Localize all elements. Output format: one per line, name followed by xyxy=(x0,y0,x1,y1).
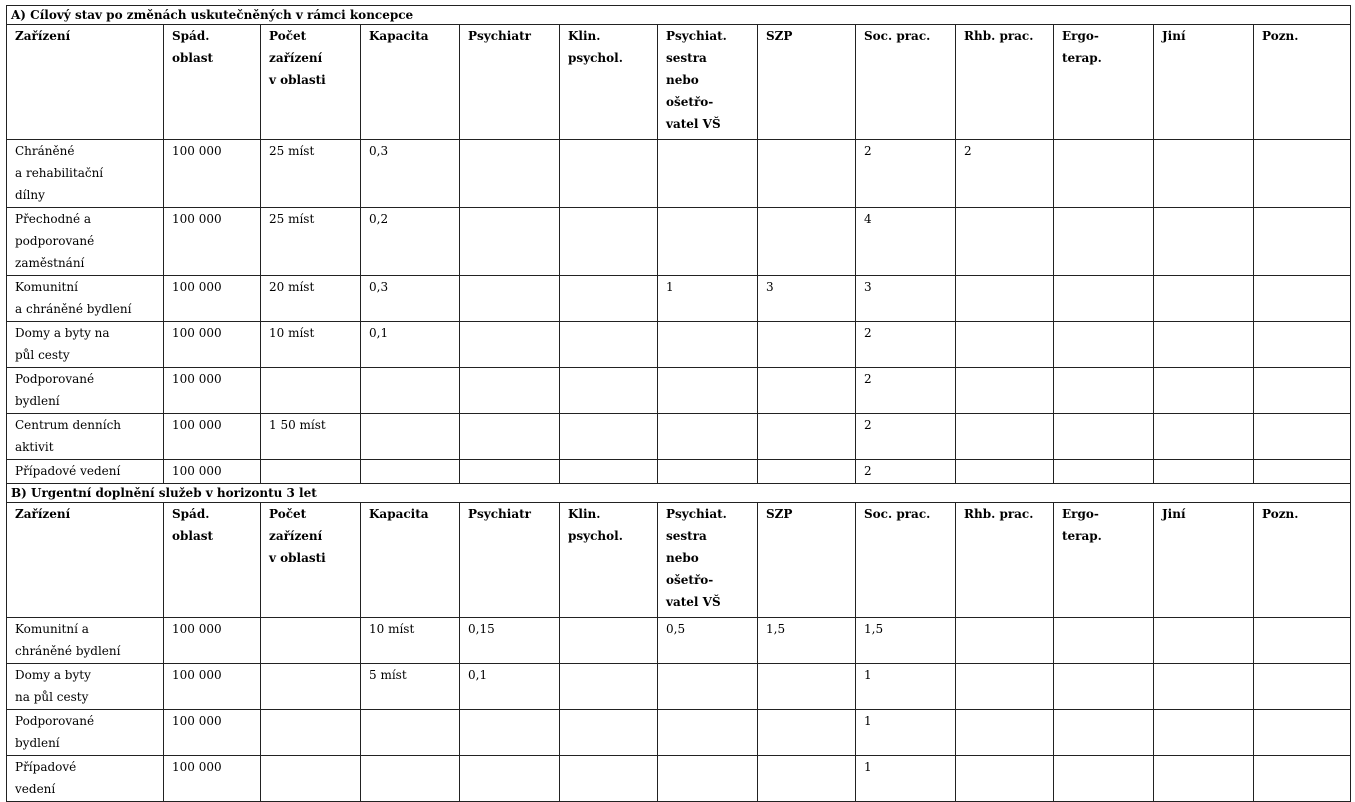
table-cell xyxy=(1054,460,1154,484)
table-row xyxy=(7,618,1351,664)
table-cell xyxy=(460,664,560,710)
section-title xyxy=(7,484,1351,503)
table-cell xyxy=(261,710,361,756)
table-cell xyxy=(261,140,361,208)
header-row xyxy=(7,25,1351,140)
table-cell-text: 3 xyxy=(766,280,774,294)
table-cell xyxy=(361,140,460,208)
table-cell-text: 2 xyxy=(864,372,872,386)
table-cell-text: 1,5 xyxy=(766,622,786,636)
table-cell-text: 0,3 xyxy=(369,144,389,158)
table-cell-text: Přechodné a podporované zaměstnání xyxy=(15,212,95,270)
column-header-text: SZP xyxy=(766,29,793,43)
table-cell-text: 100 000 xyxy=(172,144,222,158)
table-cell xyxy=(261,368,361,414)
table-cell-text: 1 xyxy=(864,714,872,728)
table-cell xyxy=(1154,460,1254,484)
table-cell-text: Centrum denních aktivit xyxy=(15,418,122,454)
table-cell xyxy=(956,208,1054,276)
column-header-text: Klin. psychol. xyxy=(568,507,623,543)
table-cell xyxy=(658,460,758,484)
table-cell xyxy=(261,208,361,276)
table-cell xyxy=(1054,276,1154,322)
table-cell xyxy=(758,322,856,368)
column-header xyxy=(758,25,856,140)
table-cell xyxy=(1154,276,1254,322)
column-header xyxy=(758,503,856,618)
table-cell xyxy=(856,414,956,460)
table-cell-text: Chráněné a rehabilitační dílny xyxy=(15,144,104,202)
table-cell-text: 0,1 xyxy=(369,326,389,340)
section-title-text: B) Urgentní doplnění služeb v horizontu 3 let xyxy=(11,486,317,500)
table-cell-text: 1 xyxy=(864,668,872,682)
column-header-text: Psychiatr xyxy=(468,29,531,43)
table-cell xyxy=(460,276,560,322)
table-row xyxy=(7,710,1351,756)
table-cell-text: 3 xyxy=(864,280,872,294)
column-header-text: Soc. prac. xyxy=(864,507,931,521)
table-cell xyxy=(1254,368,1351,414)
table-cell xyxy=(460,368,560,414)
table-cell xyxy=(261,664,361,710)
table-cell xyxy=(956,618,1054,664)
table-cell-text: Případové vedení xyxy=(15,760,77,796)
table-cell xyxy=(7,710,164,756)
column-header-text: Rhb. prac. xyxy=(964,29,1034,43)
table-cell-text: 100 000 xyxy=(172,326,222,340)
table-cell xyxy=(1054,322,1154,368)
table-cell xyxy=(956,710,1054,756)
table-cell xyxy=(164,460,261,484)
table-row xyxy=(7,460,1351,484)
column-header xyxy=(1054,25,1154,140)
table-row xyxy=(7,664,1351,710)
table-cell xyxy=(261,414,361,460)
table-cell xyxy=(1254,618,1351,664)
table-cell xyxy=(1054,414,1154,460)
column-header-text: Rhb. prac. xyxy=(964,507,1034,521)
column-header xyxy=(658,503,758,618)
table-cell xyxy=(956,460,1054,484)
table-cell xyxy=(460,618,560,664)
table-cell xyxy=(164,664,261,710)
table-cell xyxy=(460,208,560,276)
table-cell xyxy=(164,140,261,208)
table-cell xyxy=(1254,414,1351,460)
table-cell xyxy=(1054,140,1154,208)
column-header-text: Soc. prac. xyxy=(864,29,931,43)
table-row xyxy=(7,322,1351,368)
column-header xyxy=(1154,503,1254,618)
table-cell xyxy=(361,208,460,276)
table-cell xyxy=(7,618,164,664)
table-cell xyxy=(856,756,956,802)
table-cell xyxy=(261,276,361,322)
table-cell-text: 100 000 xyxy=(172,668,222,682)
table-cell-text: 2 xyxy=(864,464,872,478)
column-header-text: Jiní xyxy=(1162,507,1186,521)
column-header xyxy=(560,503,658,618)
table-cell-text: 0,2 xyxy=(369,212,389,226)
table-cell-text: 100 000 xyxy=(172,714,222,728)
column-header-text: Počet zařízení v oblasti xyxy=(269,507,326,565)
table-cell xyxy=(1254,322,1351,368)
table-cell xyxy=(856,664,956,710)
table-row xyxy=(7,756,1351,802)
table-cell xyxy=(1154,368,1254,414)
table-cell xyxy=(560,414,658,460)
table-cell xyxy=(560,618,658,664)
table-cell-text: 10 míst xyxy=(369,622,415,636)
column-header xyxy=(460,503,560,618)
table-cell-text: 0,3 xyxy=(369,280,389,294)
table-row xyxy=(7,208,1351,276)
table-cell xyxy=(758,664,856,710)
table-cell xyxy=(560,208,658,276)
table-cell xyxy=(856,618,956,664)
table-cell xyxy=(164,208,261,276)
table-cell xyxy=(1154,140,1254,208)
column-header-text: Ergo- terap. xyxy=(1062,29,1102,65)
table-cell-text: Domy a byty na půl cesty xyxy=(15,326,110,362)
table-cell xyxy=(164,756,261,802)
table-cell xyxy=(1254,140,1351,208)
column-header xyxy=(560,25,658,140)
column-header-text: Počet zařízení v oblasti xyxy=(269,29,326,87)
table-cell xyxy=(361,618,460,664)
table-cell xyxy=(1254,710,1351,756)
table-cell xyxy=(956,368,1054,414)
table-cell xyxy=(164,322,261,368)
table-cell xyxy=(1254,664,1351,710)
table-cell-text: Případové vedení xyxy=(15,464,121,478)
table-cell-text: 1 xyxy=(666,280,674,294)
table-cell-text: Podporované bydlení xyxy=(15,372,95,408)
table-cell xyxy=(7,664,164,710)
column-header xyxy=(261,503,361,618)
table-cell xyxy=(658,140,758,208)
table-cell xyxy=(560,276,658,322)
table-cell-text: 100 000 xyxy=(172,464,222,478)
table-cell xyxy=(758,710,856,756)
section-title xyxy=(7,6,1351,25)
table-cell-text: 2 xyxy=(864,326,872,340)
table-cell xyxy=(164,276,261,322)
table-cell-text: 2 xyxy=(864,144,872,158)
table-cell-text: 100 000 xyxy=(172,280,222,294)
table-cell xyxy=(460,460,560,484)
column-header-text: SZP xyxy=(766,507,793,521)
column-header-text: Ergo- terap. xyxy=(1062,507,1102,543)
table-cell xyxy=(856,368,956,414)
column-header-text: Kapacita xyxy=(369,507,429,521)
table-cell xyxy=(658,368,758,414)
column-header-text: Zařízení xyxy=(15,507,71,521)
table-cell xyxy=(361,460,460,484)
table-cell xyxy=(7,276,164,322)
table-cell xyxy=(1154,322,1254,368)
column-header xyxy=(956,25,1054,140)
table-cell xyxy=(1154,618,1254,664)
table-cell xyxy=(1154,664,1254,710)
column-header xyxy=(361,503,460,618)
table-cell-text: 1 50 míst xyxy=(269,418,326,432)
table-cell xyxy=(1054,368,1154,414)
table-cell xyxy=(956,322,1054,368)
column-header-text: Spád. oblast xyxy=(172,29,214,65)
column-header-text: Zařízení xyxy=(15,29,71,43)
column-header xyxy=(7,25,164,140)
table-cell xyxy=(658,276,758,322)
column-header xyxy=(361,25,460,140)
column-header-text: Pozn. xyxy=(1262,29,1299,43)
table-cell xyxy=(956,664,1054,710)
table-cell xyxy=(1254,756,1351,802)
table-cell xyxy=(758,756,856,802)
table-row xyxy=(7,368,1351,414)
table-cell xyxy=(460,710,560,756)
table-cell xyxy=(658,664,758,710)
table-cell xyxy=(1154,756,1254,802)
column-header xyxy=(1254,503,1351,618)
table-row xyxy=(7,276,1351,322)
table-cell-text: Podporované bydlení xyxy=(15,714,95,750)
table-cell xyxy=(658,756,758,802)
table-cell xyxy=(460,756,560,802)
table-cell xyxy=(261,756,361,802)
table-cell xyxy=(658,322,758,368)
table-cell xyxy=(758,414,856,460)
table-cell-text: 2 xyxy=(864,418,872,432)
column-header-text: Jiní xyxy=(1162,29,1186,43)
table-cell xyxy=(1054,710,1154,756)
column-header xyxy=(856,503,956,618)
table-cell xyxy=(658,710,758,756)
table-cell xyxy=(560,710,658,756)
table-cell xyxy=(7,460,164,484)
table-cell-text: 0,15 xyxy=(468,622,495,636)
table-cell xyxy=(361,710,460,756)
table-cell xyxy=(560,140,658,208)
table-cell xyxy=(1154,710,1254,756)
table-cell xyxy=(1154,208,1254,276)
table-row xyxy=(7,414,1351,460)
table-cell xyxy=(164,368,261,414)
table-cell-text: 0,1 xyxy=(468,668,488,682)
table-cell xyxy=(758,618,856,664)
column-header xyxy=(7,503,164,618)
table-cell xyxy=(658,208,758,276)
table-cell xyxy=(658,618,758,664)
table-cell xyxy=(460,322,560,368)
table-cell xyxy=(164,414,261,460)
table-cell-text: 1,5 xyxy=(864,622,884,636)
table-cell xyxy=(1054,756,1154,802)
column-header-text: Klin. psychol. xyxy=(568,29,623,65)
table-cell xyxy=(856,710,956,756)
table-cell-text: 25 míst xyxy=(269,212,315,226)
table-cell xyxy=(7,322,164,368)
table-cell xyxy=(361,276,460,322)
table-cell-text: 4 xyxy=(864,212,872,226)
table-cell-text: Domy a byty na půl cesty xyxy=(15,668,91,704)
column-header-text: Spád. oblast xyxy=(172,507,214,543)
section-title-row xyxy=(7,484,1351,503)
table-cell xyxy=(7,756,164,802)
table-cell xyxy=(560,664,658,710)
table-cell xyxy=(856,208,956,276)
table-body xyxy=(7,6,1351,802)
table-cell-text: 100 000 xyxy=(172,372,222,386)
table-cell xyxy=(7,368,164,414)
staffing-table xyxy=(6,5,1351,802)
column-header-text: Kapacita xyxy=(369,29,429,43)
table-cell xyxy=(758,460,856,484)
table-cell xyxy=(7,414,164,460)
table-cell xyxy=(560,460,658,484)
table-cell xyxy=(1254,276,1351,322)
table-cell xyxy=(560,368,658,414)
column-header xyxy=(261,25,361,140)
table-cell xyxy=(758,208,856,276)
table-cell xyxy=(1054,618,1154,664)
table-cell xyxy=(560,322,658,368)
table-cell-text: 20 míst xyxy=(269,280,315,294)
table-cell xyxy=(361,664,460,710)
table-cell-text: 100 000 xyxy=(172,760,222,774)
column-header xyxy=(460,25,560,140)
column-header xyxy=(658,25,758,140)
column-header xyxy=(856,25,956,140)
table-cell-text: Komunitní a chráněné bydlení xyxy=(15,280,132,316)
column-header xyxy=(1254,25,1351,140)
column-header-text: Psychiatr xyxy=(468,507,531,521)
table-cell xyxy=(856,140,956,208)
table-cell xyxy=(361,322,460,368)
column-header-text: Psychiat. sestra nebo ošetřo- vatel VŠ xyxy=(666,29,727,131)
table-cell xyxy=(1054,208,1154,276)
table-row xyxy=(7,140,1351,208)
table-cell xyxy=(261,460,361,484)
table-cell xyxy=(1054,664,1154,710)
section-title-text: A) Cílový stav po změnách uskutečněných v rámci koncepce xyxy=(11,8,414,22)
table-cell xyxy=(956,276,1054,322)
table-cell xyxy=(1254,208,1351,276)
table-cell-text: 100 000 xyxy=(172,622,222,636)
table-cell xyxy=(361,414,460,460)
table-cell xyxy=(361,368,460,414)
table-cell xyxy=(956,756,1054,802)
table-cell xyxy=(856,460,956,484)
table-cell-text: 5 míst xyxy=(369,668,407,682)
section-title-row xyxy=(7,6,1351,25)
table-cell xyxy=(956,140,1054,208)
table-cell xyxy=(856,276,956,322)
table-cell xyxy=(956,414,1054,460)
table-cell xyxy=(361,756,460,802)
column-header xyxy=(164,503,261,618)
table-cell xyxy=(758,368,856,414)
table-cell xyxy=(460,414,560,460)
header-row xyxy=(7,503,1351,618)
table-cell xyxy=(460,140,560,208)
table-cell xyxy=(560,756,658,802)
column-header-text: Pozn. xyxy=(1262,507,1299,521)
table-cell xyxy=(658,414,758,460)
column-header-text: Psychiat. sestra nebo ošetřo- vatel VŠ xyxy=(666,507,727,609)
table-cell-text: 0,5 xyxy=(666,622,686,636)
table-cell-text: Komunitní a chráněné bydlení xyxy=(15,622,121,658)
column-header xyxy=(1054,503,1154,618)
table-cell xyxy=(1254,460,1351,484)
table-cell xyxy=(164,618,261,664)
table-cell xyxy=(758,276,856,322)
table-cell-text: 2 xyxy=(964,144,972,158)
table-cell-text: 25 míst xyxy=(269,144,315,158)
table-cell xyxy=(758,140,856,208)
column-header xyxy=(164,25,261,140)
table-cell-text: 100 000 xyxy=(172,212,222,226)
table-cell xyxy=(261,618,361,664)
table-cell xyxy=(7,140,164,208)
table-cell xyxy=(1154,414,1254,460)
table-cell xyxy=(7,208,164,276)
column-header xyxy=(1154,25,1254,140)
table-cell xyxy=(261,322,361,368)
table-cell xyxy=(856,322,956,368)
column-header xyxy=(956,503,1054,618)
table-cell-text: 10 míst xyxy=(269,326,315,340)
table-cell-text: 1 xyxy=(864,760,872,774)
table-cell xyxy=(164,710,261,756)
table-cell-text: 100 000 xyxy=(172,418,222,432)
